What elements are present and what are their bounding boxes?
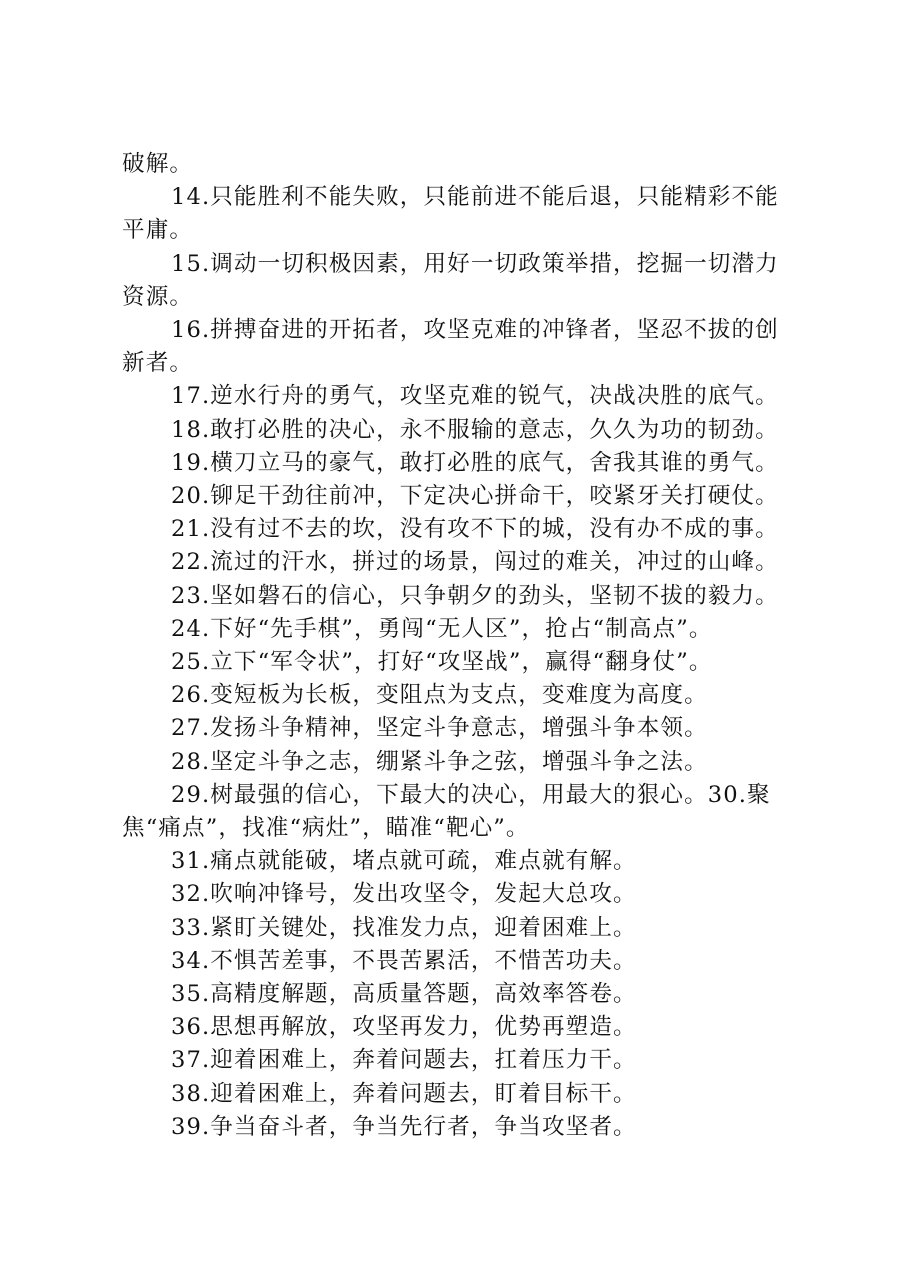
list-item-20: 20.铆足干劲往前冲，下定决心拼命干，咬紧牙关打硬仗。 xyxy=(171,483,779,510)
list-item-18: 18.敢打必胜的决心，永不服输的意志，久久为功的韧劲。 xyxy=(171,416,779,443)
document-body xyxy=(122,148,798,1144)
list-item-17: 17.逆水行舟的勇气，攻坚克难的锐气，决战决胜的底气。 xyxy=(171,383,779,410)
list-item-38: 38.迎着困难上，奔着问题去，盯着目标干。 xyxy=(171,1080,637,1107)
list-item-31: 31.痛点就能破，堵点就可疏，难点就有解。 xyxy=(171,848,637,875)
list-item-34: 34.不惧苦差事，不畏苦累活，不惜苦功夫。 xyxy=(171,947,637,974)
list-item-21: 21.没有过不去的坎，没有攻不下的城，没有办不成的事。 xyxy=(171,516,779,543)
list-item-29-30: 29.树最强的信心，下最大的决心，用最大的狠心。30.聚焦“痛点”，找准“病灶”，瞄准“靶心”。 xyxy=(122,781,771,842)
list-item-22: 22.流过的汗水，拼过的场景，闯过的难关，冲过的山峰。 xyxy=(171,549,779,576)
list-item-35: 35.高精度解题，高质量答题，高效率答卷。 xyxy=(171,981,637,1008)
list-item-15: 15.调动一切积极因素，用好一切政策举措，挖掘一切潜力资源。 xyxy=(122,250,779,310)
list-item-39: 39.争当奋斗者，争当先行者，争当攻坚者。 xyxy=(171,1113,637,1140)
list-item-36: 36.思想再解放，攻坚再发力，优势再塑造。 xyxy=(171,1014,637,1041)
list-item-27: 27.发扬斗争精神，坚定斗争意志，增强斗争本领。 xyxy=(171,715,708,742)
list-item-25: 25.立下“军令状”，打好“攻坚战”，赢得“翻身仗”。 xyxy=(171,649,713,676)
list-item-14: 14.只能胜利不能失败，只能前进不能后退，只能精彩不能平庸。 xyxy=(122,184,779,244)
list-item-28: 28.坚定斗争之志，绷紧斗争之弦，增强斗争之法。 xyxy=(171,748,708,775)
list-item-32: 32.吹响冲锋号，发出攻坚令，发起大总攻。 xyxy=(171,881,637,908)
list-item-23: 23.坚如磐石的信心，只争朝夕的劲头，坚韧不拔的毅力。 xyxy=(171,582,779,609)
paragraph-continuation: 破解。 xyxy=(122,151,194,177)
list-item-37: 37.迎着困难上，奔着问题去，扛着压力干。 xyxy=(171,1047,637,1074)
list-item-19: 19.横刀立马的豪气，敢打必胜的底气，舍我其谁的勇气。 xyxy=(171,449,779,476)
list-item-16: 16.拼搏奋进的开拓者，攻坚克难的冲锋者，坚忍不拔的创新者。 xyxy=(122,317,779,377)
list-item-24: 24.下好“先手棋”，勇闯“无人区”，抢占“制高点”。 xyxy=(171,615,713,642)
list-item-33: 33.紧盯关键处，找准发力点，迎着困难上。 xyxy=(171,914,637,941)
list-item-26: 26.变短板为长板，变阻点为支点，变难度为高度。 xyxy=(171,682,708,709)
